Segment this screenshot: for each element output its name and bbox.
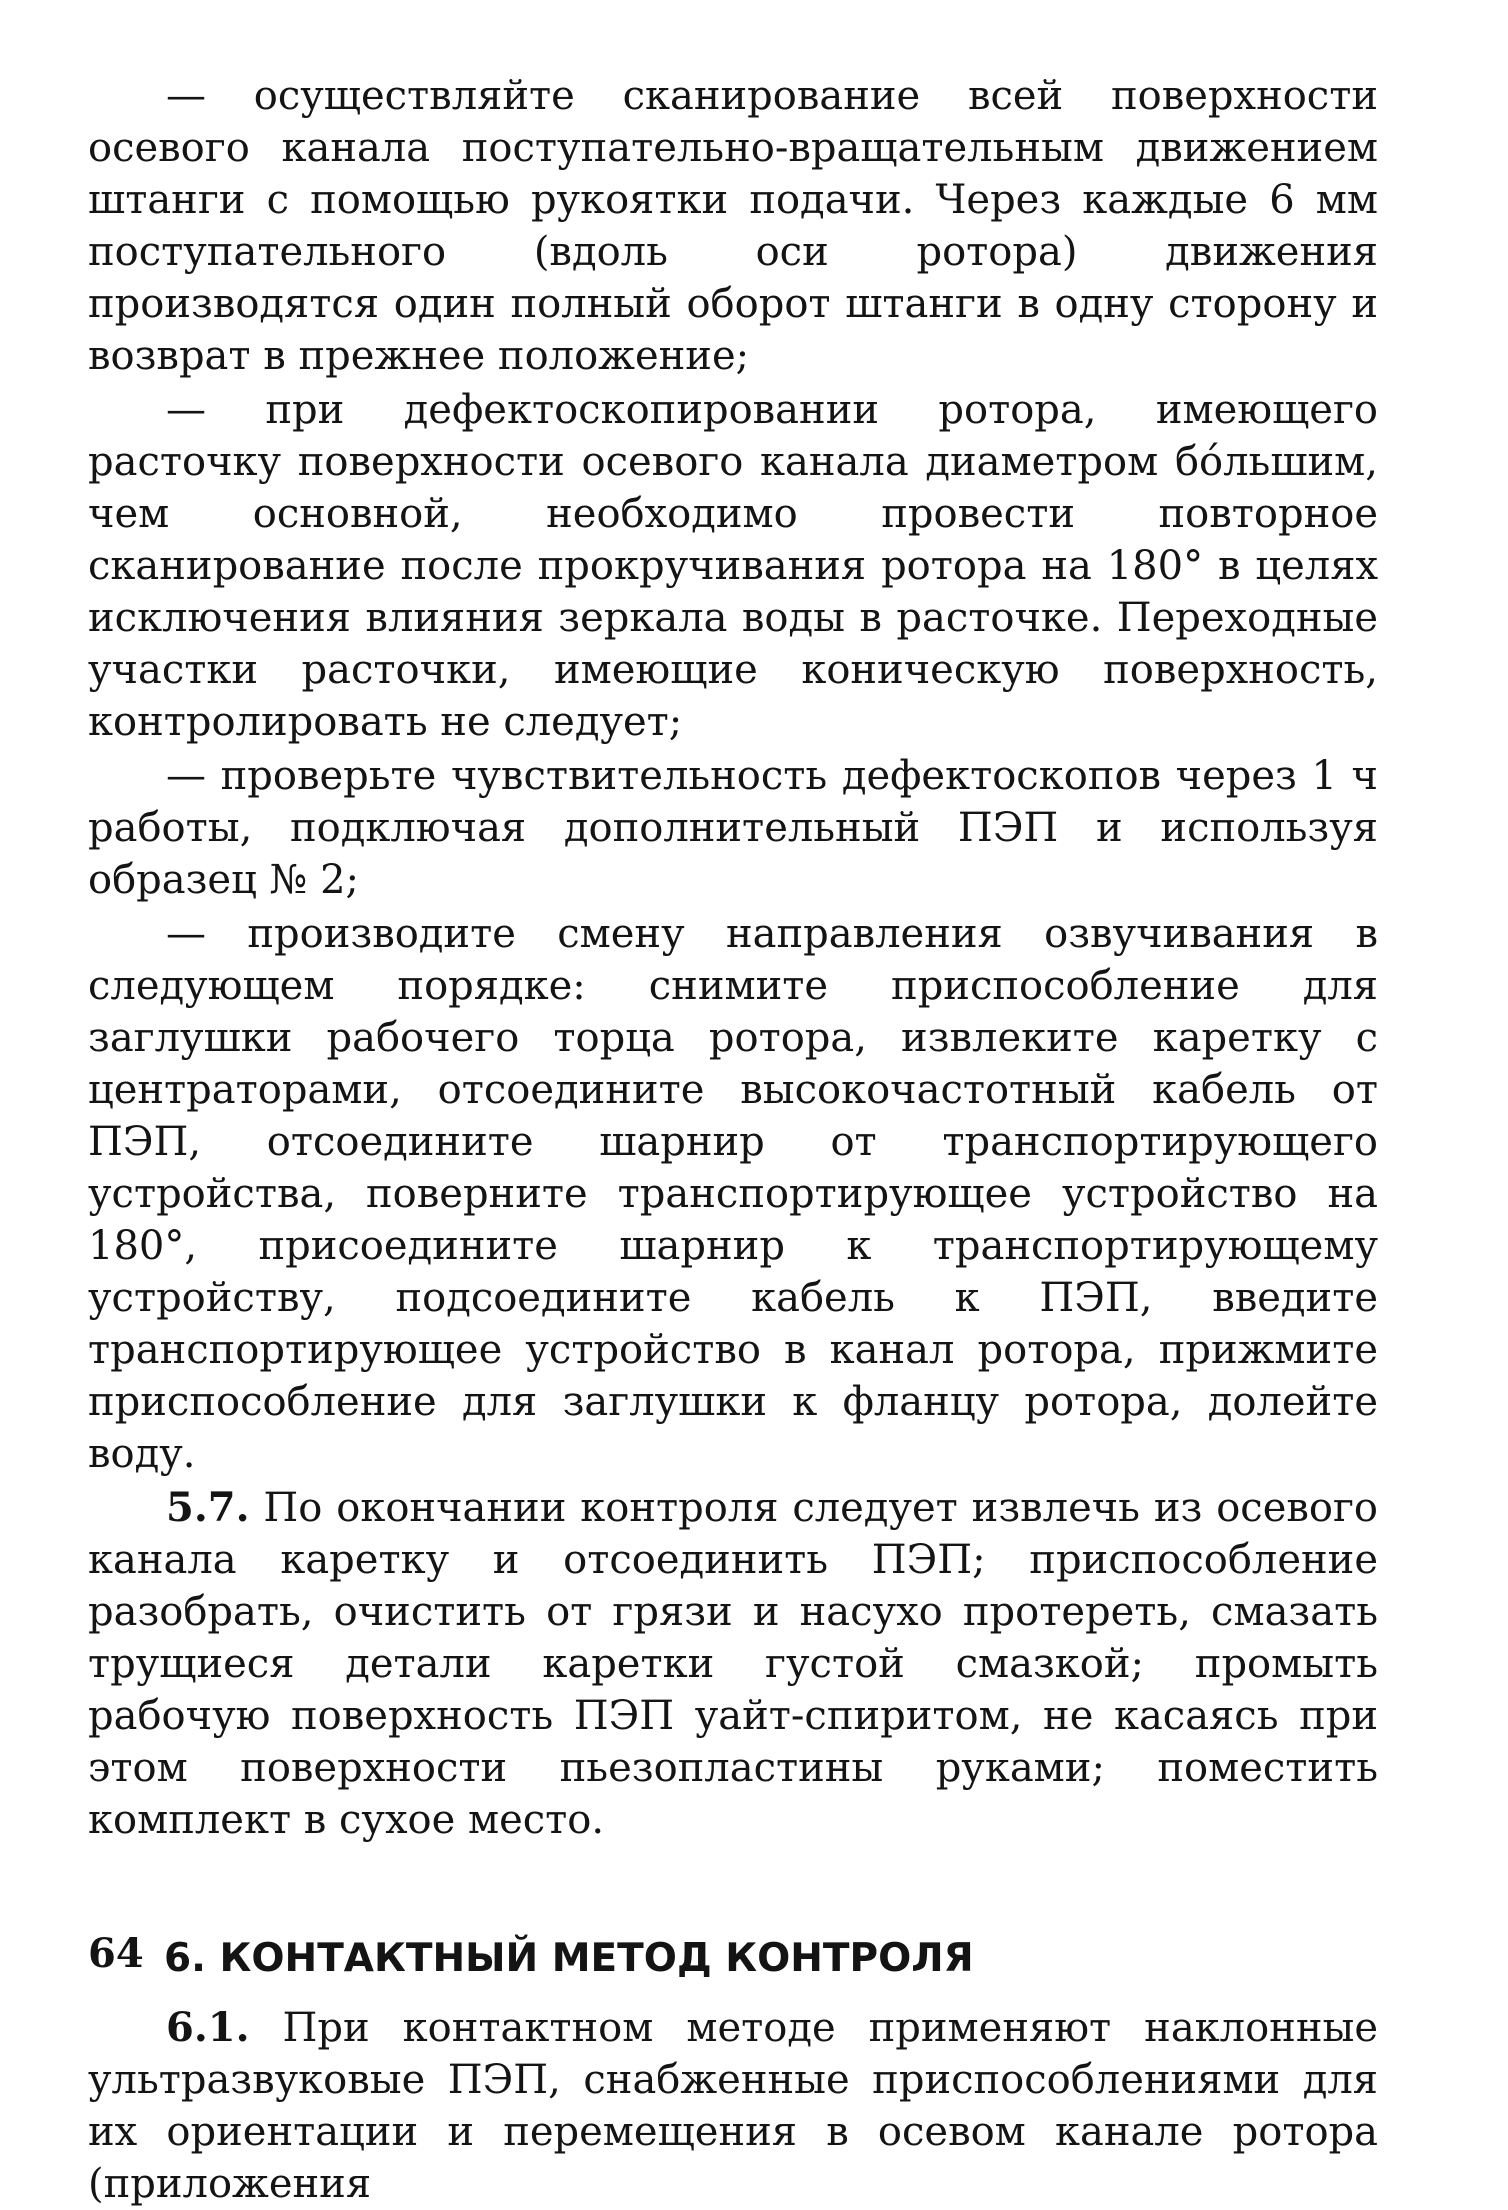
- clause-number-6-1: 6.1.: [166, 2004, 250, 2051]
- paragraph-bore-rescan: — при дефектоскопировании ротора, имеющего расточку поверхности осевого канала диаметром бо́льшим, чем основной, необходимо провести повторное сканирование после прокручивания ротора на 180° в целях исключения влияния зеркала воды в расточке. Переходные участки расточки, имеющие коническую поверхность, контролировать не следует;: [88, 387, 1378, 745]
- paragraph-scanning: — осуществляйте сканирование всей поверхности осевого канала поступательно-вращательным движением штанги с помощью рукоятки подачи. Через каждые 6 мм поступательного (вдоль оси ротора) движения производятся один полный оборот штанги в одну сторону и возврат в прежнее положение;: [88, 73, 1378, 379]
- paragraph-sensitivity-check: — проверьте чувствительность дефектоскопов через 1 ч работы, подключая дополнительный ПЭП и используя образец № 2;: [88, 753, 1378, 903]
- clause-text-5-7: По окончании контроля следует извлечь из осевого канала каретку и отсоединить ПЭП; приспособление разобрать, очистить от грязи и насухо протереть, смазать трущиеся детали каретки густой смазкой; промыть рабочую поверхность ПЭП уайт-спиритом, не касаясь при этом поверхности пьезопластины руками; поместить комплект в сухое место.: [88, 1485, 1379, 1843]
- page-body: [88, 70, 1378, 2210]
- section-heading: 6. КОНТАКТНЫЙ МЕТОД КОНТРОЛЯ: [164, 1936, 974, 1981]
- paragraph-direction-change: — производите смену направления озвучивания в следующем порядке: снимите приспособление для заглушки рабочего торца ротора, извлеките каретку с центраторами, отсоедините высокочастотный кабель от ПЭП, отсоедините шарнир от транспортирующего устройства, поверните транспортирующее устройство на 180°, присоедините шарнир к транспортирующему устройству, подсоедините кабель к ПЭП, введите транспортирующее устройство в канал ротора, прижмите приспособление для заглушки к фланцу ротора, долейте воду.: [88, 911, 1378, 1477]
- page-number: 64: [88, 1930, 144, 1977]
- clause-text-6-1: При контактном методе применяют наклонные ультразвуковые ПЭП, снабженные приспособлениями для их ориентации и перемещения в осевом канале ротора (приложения: [88, 2005, 1378, 2207]
- clause-number-5-7: 5.7.: [166, 1484, 250, 1531]
- paragraph-5-7: [88, 1482, 1378, 1846]
- paragraph-6-1: [88, 2002, 1378, 2210]
